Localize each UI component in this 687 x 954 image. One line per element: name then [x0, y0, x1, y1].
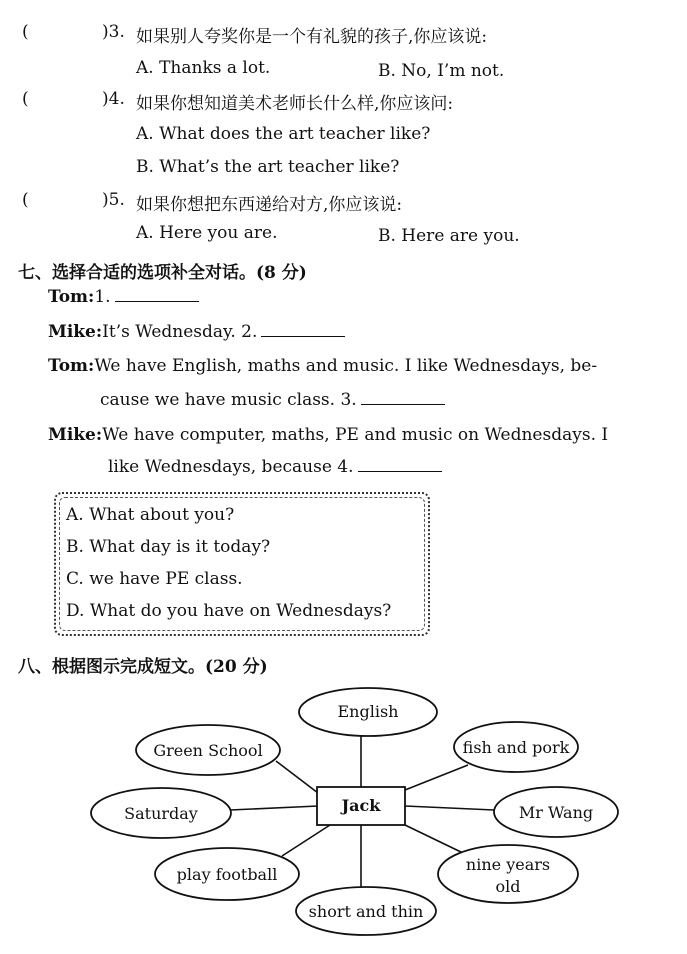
connector-line [230, 806, 318, 810]
question-number: )3. [102, 22, 125, 42]
answer-paren: ( [22, 89, 29, 109]
answer-paren: ( [22, 22, 29, 42]
option-b: B. Here are you. [378, 226, 520, 246]
node-label-nine-years: nine years [465, 855, 551, 874]
question-text: 如果你想把东西递给对方,你应该说: [136, 195, 403, 215]
option-a: A. Here you are. [136, 223, 278, 243]
center-label: Jack [341, 796, 381, 815]
node-label-saturday: Saturday [124, 804, 198, 823]
node-label-green-school: Green School [153, 741, 263, 760]
question-text: 如果你想知道美术老师长什么样,你应该问: [136, 94, 454, 114]
question-number: )4. [102, 89, 125, 109]
node-label-mr-wang: Mr Wang [518, 803, 594, 822]
section-title: 七、选择合适的选项补全对话。(8 分) [18, 263, 307, 283]
node-label-short-thin: short and thin [308, 902, 424, 921]
option-item: D. What do you have on Wednesdays? [66, 601, 392, 621]
option-b: B. What’s the art teacher like? [136, 157, 400, 177]
node-label-fish-pork: fish and pork [462, 738, 570, 757]
connector-line [405, 765, 468, 790]
option-item: B. What day is it today? [66, 537, 271, 557]
speaker-label: Tom: [48, 287, 95, 307]
speaker-label: Mike: [48, 322, 103, 342]
dialogue-text: cause we have music class. 3. [100, 390, 357, 410]
option-a: A. What does the art teacher like? [136, 124, 431, 144]
speaker-label: Mike: [48, 425, 103, 445]
connector-line [405, 825, 463, 853]
option-a: A. Thanks a lot. [136, 58, 271, 78]
speaker-label: Tom: [48, 356, 95, 376]
connector-line [282, 825, 330, 856]
dialogue-text: like Wednesdays, because 4. [108, 457, 354, 477]
option-item: C. we have PE class. [66, 569, 243, 589]
dialogue-text: We have English, maths and music. I like Wednesdays, be- [94, 356, 598, 376]
dialogue-text: We have computer, maths, PE and music on Wednesdays. I [102, 425, 609, 445]
connector-line [405, 806, 494, 810]
dialogue-text: 1. [94, 287, 111, 307]
node-label-play-football: play football [176, 865, 278, 884]
connector-line [276, 761, 318, 793]
node-label-old: old [495, 877, 521, 896]
option-item: A. What about you? [66, 505, 235, 525]
dialogue-text: It’s Wednesday. 2. [102, 322, 258, 342]
question-text: 如果别人夸奖你是一个有礼貌的孩子,你应该说: [136, 27, 488, 47]
question-number: )5. [102, 190, 125, 210]
option-b: B. No, I’m not. [378, 61, 505, 81]
node-label-english: English [337, 702, 399, 721]
answer-paren: ( [22, 190, 29, 210]
section-title: 八、根据图示完成短文。(20 分) [18, 657, 268, 677]
